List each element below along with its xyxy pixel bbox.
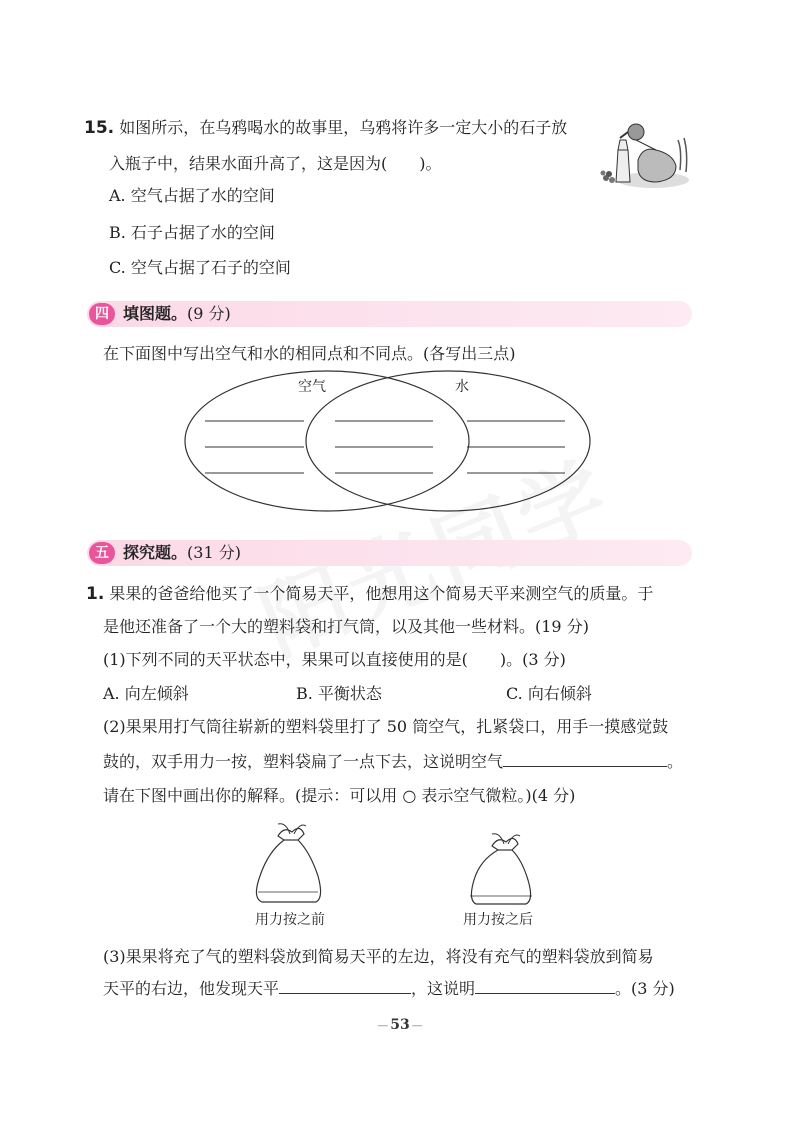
question-text-line1: 如图所示，在乌鸦喝水的故事里，乌鸦将许多一定大小的石子放 [119,118,568,137]
section-5-score: (31 分) [187,543,241,562]
answer-blank[interactable] [475,979,615,994]
sub-question-3-line1: (3)果果将充了气的塑料袋放到简易天平的左边，将没有充气的塑料袋放到简易 [103,947,654,966]
section-5-title [123,542,241,564]
venn-water-ellipse [306,371,590,511]
bag-after-press-icon [462,830,552,908]
question-1-line1: 果果的爸爸给他买了一个简易天平，他想用这个简易天平来测空气的质量。于 [109,584,654,603]
section-5-header [87,540,692,566]
question-1 [86,581,653,604]
sub-question-1: (1)下列不同的天平状态中，果果可以直接使用的是( )。(3 分) [103,650,566,669]
question-text-line2: 入瓶子中，结果水面升高了，这是因为( )。 [109,154,442,173]
sub2-end: 。 [667,752,684,771]
bag-before-label: 用力按之前 [255,912,325,928]
sub-question-2-line3: 请在下图中画出你的解释。(提示：可以用 ○ 表示空气微粒。)(4 分) [103,786,576,805]
sub3-text-c: 。(3 分) [615,979,675,998]
question-number: 15. [84,118,115,138]
sub3-text-a: 天平的右边，他发现天平 [103,979,280,998]
answer-blank[interactable] [503,752,667,767]
section-4-badge: 四 [89,303,115,325]
section-5-badge: 五 [89,542,115,564]
section-4-instruction: 在下面图中写出空气和水的相同点和不同点。(各写出三点) [103,344,516,363]
sub-question-2-line1: (2)果果用打气筒往崭新的塑料袋里打了 50 筒空气，扎紧袋口，用手一摸感觉鼓 [103,717,669,736]
venn-diagram [180,366,600,514]
option-a[interactable]: A. 空气占据了水的空间 [109,186,275,205]
crow-drinking-illustration [598,110,693,190]
page-number [0,1017,800,1033]
sub-question-3-line2 [103,976,675,999]
question-1-line2: 是他还准备了一个大的塑料袋和打气筒，以及其他一些材料。(19 分) [103,617,589,636]
question-number: 1. [86,584,105,604]
sub3-text-b: ，这说明 [411,979,476,998]
sub1-option-b[interactable]: B. 平衡状态 [296,684,382,703]
sub-question-2-line2 [103,749,683,772]
section-4-title [123,303,231,325]
venn-air-ellipse [185,371,469,511]
section-4-header [87,301,692,327]
page-number-value: 53 [390,1017,410,1033]
question-15 [84,115,567,138]
answer-blank[interactable] [279,979,411,994]
venn-right-label: 水 [455,379,469,395]
sub1-option-c[interactable]: C. 向右倾斜 [506,684,592,703]
option-b[interactable]: B. 石子占据了水的空间 [109,223,275,242]
option-c[interactable]: C. 空气占据了石子的空间 [109,258,291,277]
sub2-text: 鼓的，双手用力一按，塑料袋扁了一点下去，这说明空气 [103,752,504,771]
bag-before-press-icon [248,818,338,906]
sub1-option-a[interactable]: A. 向左倾斜 [103,684,189,703]
venn-left-label: 空气 [298,379,326,395]
bag-after-label: 用力按之后 [463,912,533,928]
section-4-title-text: 填图题。 [123,304,188,323]
section-4-score: (9 分) [187,304,231,323]
section-5-title-text: 探究题。 [123,543,188,562]
